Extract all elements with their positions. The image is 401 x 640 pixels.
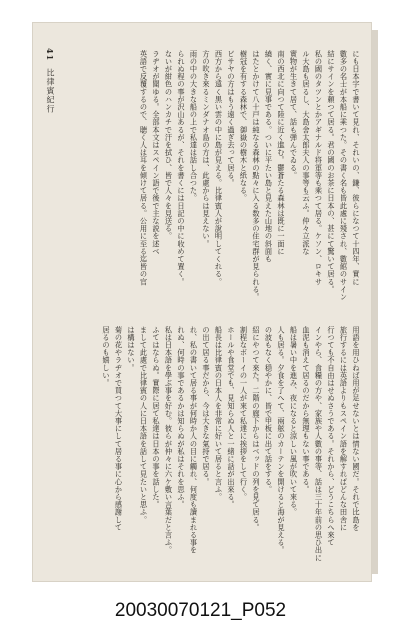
text-line: ル大島も居るし、大島舍太郎夫人の事等も云ふ。仲々立派な bbox=[302, 50, 311, 256]
text-line: ビサヤの方はもう遠く過ぎ去って居る。 bbox=[227, 50, 236, 187]
text-line: 樹冠を有する森林で、御嶽の樹木と紙なる。 bbox=[239, 50, 249, 202]
book-page bbox=[32, 22, 372, 582]
text-line: れぬ、何時の事であるかは知らぬが私はそれを思ふ。 bbox=[177, 326, 186, 509]
text-line: 英語で反覆するので、聴く人は耳を傾けて居る。公用に至る迄皆の官 bbox=[139, 50, 149, 286]
text-line: 方の吹き來るミンダナオ島の方は、此處からは見えない。 bbox=[202, 50, 211, 248]
text-line: 居るのも嬉しい。 bbox=[102, 326, 111, 387]
running-title: 比律賓紀行 bbox=[46, 68, 55, 114]
text-line: 人も居る。夕食を了へて、兩舷のカーテンを開けると海が見える。 bbox=[277, 326, 286, 554]
text-line: にも日本字で書いて見れ、それいの、鎌、彼らになつて十四年、實に bbox=[352, 50, 361, 286]
running-header bbox=[40, 48, 56, 114]
text-line: 私は日本語を學ぶ事を好む。彼らが仲々に六ケ敷い言葉だと言ふ。 bbox=[164, 326, 174, 554]
text-line: 南の西北に向つて陸に近く進む。鬱蒼たる森林は既に一面に bbox=[277, 50, 286, 256]
text-line: 血泥も消えて居るのだから無理もない事である。 bbox=[302, 326, 311, 494]
text-line: ないが紺色のハンカチで汗を拭ひ、皆で人々を見送る。 bbox=[164, 50, 174, 240]
text-line: ふてはならぬ。實際に居て私達は日本の事を話した。 bbox=[152, 326, 161, 509]
page-number: 41 bbox=[45, 48, 55, 62]
text-line: の波もなく穏やかに、皆で甲板に出て話をする。 bbox=[264, 326, 274, 494]
text-line: まして此處で比律賓の人に日本語を話して見たいと思ふ。 bbox=[139, 326, 149, 524]
text-line: はたとかけて八十戸は純なる森林の點々に入る数多の住宅群が見られる。 bbox=[252, 50, 261, 301]
text-line: 船は暑い中を進み、夜になると涼しい風が吹いて來る。 bbox=[289, 326, 299, 516]
text-line: 菊の花やラヂオで買つて大事にして居る事に心から感謝して bbox=[114, 326, 124, 532]
text-line: 繞く、實に見事である。ついに平たい島と見えた山地の斜面も bbox=[264, 50, 274, 263]
text-line: は構はない。 bbox=[127, 326, 136, 372]
image-caption: 20030070121_P052 bbox=[114, 600, 287, 621]
lower-text-block bbox=[100, 326, 363, 576]
text-line: 雨の中の大きな船の上で私達は話し合つた。 bbox=[189, 50, 199, 202]
text-line: ホールや食堂でも、見知らぬ人と一緒に話が出來る。 bbox=[227, 326, 236, 509]
text-line: 割程なボーイの一人が來て私達に挨拶をして行く。 bbox=[239, 326, 249, 501]
text-line: の出て居る事だから、今は大きな氣持で居る。 bbox=[202, 326, 211, 486]
text-line: 私の國のタツンとかアギナルド将軍等も乘つて居る。ケソン、ロキサ bbox=[314, 50, 324, 286]
text-line: 船長は比律賓の日本人を非常に好いて居ると言ふ。 bbox=[214, 326, 224, 501]
text-line: 西方から遠く黒い雲の中に島が見える。比律賓人が說明してくれる。 bbox=[214, 50, 224, 286]
text-line: られぬ程の事が沢山あるが、それを書くには日記の中に收めて置く。 bbox=[177, 50, 186, 286]
text-line: インやら、食糧の方や、家族や人數の事等、話は三十年前の思ひ出に bbox=[314, 326, 324, 562]
text-line: 結にサインを頼つて居る。君の國のお茶に日本の、甚にて驚いて居る。 bbox=[327, 50, 336, 294]
upper-text-block bbox=[137, 50, 362, 302]
text-line: れ、私の書いて居る事が何時か人の目に觸れ、何度も讀まれる事を bbox=[189, 326, 199, 554]
text-line: 用語を用ひねば用が足せないとは情ない國だ。それで比島を bbox=[352, 326, 361, 532]
text-line: 實物が生きて居て、話も弾んでゐる。 bbox=[289, 50, 299, 180]
text-line: 紹にやつて來た。二階の廊下からはベッドの列を見て居る。 bbox=[252, 326, 261, 532]
text-line: 旅行するには英語よりもスペイン語を解すればどんな田舎に bbox=[339, 326, 349, 532]
text-line: 行つても不自由はせぬさうである。それから、どうこちらへ來て bbox=[327, 326, 336, 547]
page-edge bbox=[372, 30, 378, 574]
text-line: ラヂオが聞ゆる。全部本文はスペイン語で後で主な説を述べ bbox=[152, 50, 161, 256]
text-line: 數多の名士が本船に乘つた。その書く名も皆此處に殘され、數館のサイン bbox=[339, 50, 349, 301]
